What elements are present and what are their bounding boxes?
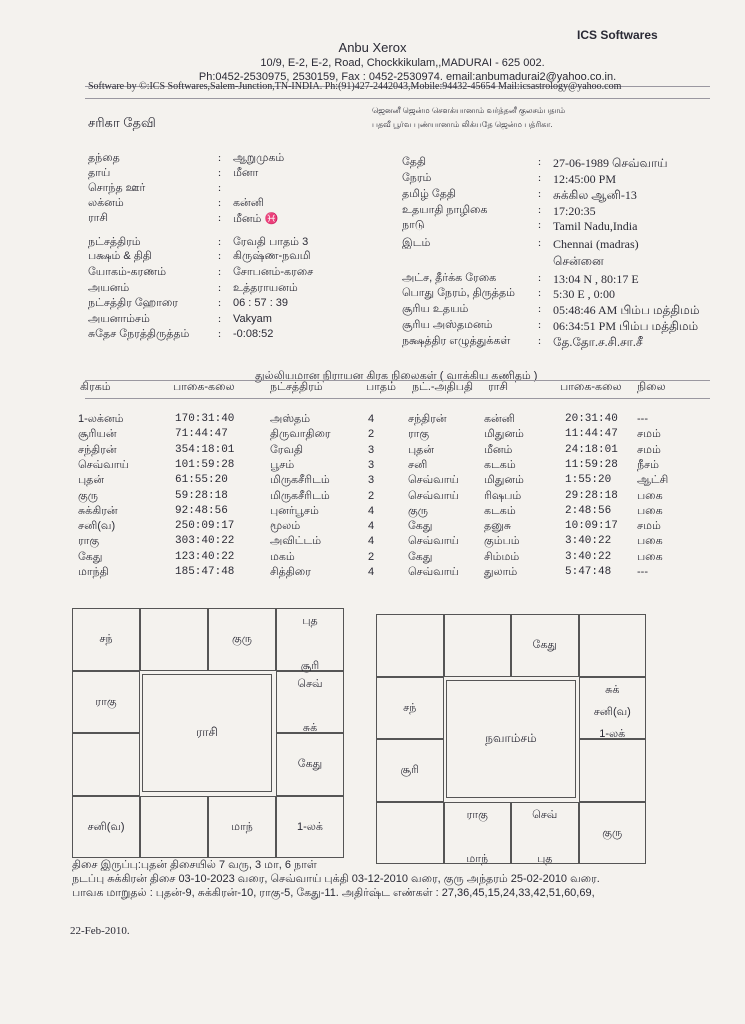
table-header-cell: நிலை bbox=[637, 381, 666, 393]
detail-label: உதயாதி நாழிகை bbox=[402, 204, 488, 216]
chart-planet: புத bbox=[537, 853, 553, 865]
table-cell: ராகு bbox=[78, 535, 100, 548]
table-cell: சூரியன் bbox=[78, 428, 117, 441]
detail-label: சூரிய அஸ்தமனம் bbox=[402, 319, 493, 331]
bhava-lucky-numbers: பாவக மாறுதல் : புதன்-9, சுக்கிரன்-10, ராகு-5, கேது-11. அதிர்ஷ்ட எண்கள் : 27,36,45,15,24,33,42,51,60,69, bbox=[72, 887, 595, 899]
table-cell: பூசம் bbox=[270, 458, 295, 471]
chart-planet: ராகு bbox=[95, 695, 117, 708]
detail-label: தந்தை bbox=[88, 152, 120, 164]
detail-value: 17:20:35 bbox=[553, 204, 596, 218]
detail-colon: : bbox=[218, 266, 222, 278]
table-cell: 1-லக்னம் bbox=[78, 413, 124, 425]
table-cell: செவ்வாய் bbox=[408, 474, 459, 487]
detail-colon: : bbox=[218, 282, 222, 294]
chart-planet: ராகு bbox=[466, 808, 488, 821]
detail-label: சூரிய உதயம் bbox=[402, 303, 469, 315]
table-cell: குரு bbox=[78, 489, 98, 502]
table-cell: 2 bbox=[368, 550, 375, 563]
table-cell: 10:09:17 bbox=[565, 520, 618, 533]
table-cell: சனி bbox=[408, 458, 428, 471]
chart-center-label: நவாம்சம் bbox=[485, 731, 537, 745]
table-cell: 4 bbox=[368, 566, 375, 578]
table-cell: சந்திரன் bbox=[78, 443, 117, 456]
table-cell: 5:47:48 bbox=[565, 566, 612, 578]
table-cell: மீனம் bbox=[484, 443, 513, 456]
table-cell: சுக்கிரன் bbox=[78, 504, 118, 517]
table-cell: 92:48:56 bbox=[175, 504, 228, 517]
table-cell: 354:18:01 bbox=[175, 443, 235, 456]
table-cell: புனர்பூசம் bbox=[270, 504, 319, 517]
planet-table-title: துல்லியமான நிராயன கிரக நிலைகள் ( வாக்கிய கணிதம் ) bbox=[255, 370, 538, 382]
software-credit: Software by ©:ICS Softwares,Salem-Junction,TN-INDIA. Ph:(91)427-2442043,Mobile:94432-45654 Mail:icsastrology@yahoo.com bbox=[88, 81, 622, 92]
table-cell: செவ்வாய் bbox=[408, 535, 459, 548]
detail-value: 06 : 57 : 39 bbox=[233, 297, 289, 309]
detail-colon: : bbox=[538, 204, 542, 216]
table-cell: 250:09:17 bbox=[175, 520, 235, 533]
table-cell: மிதுனம் bbox=[484, 428, 524, 441]
table-cell: மகம் bbox=[270, 550, 295, 563]
detail-label: அட்ச, தீர்க்க ரேகை bbox=[402, 272, 497, 284]
dasa-balance: திசை இருப்பு:புதன் திசையில் 7 வரு, 3 மா, 6 நாள் bbox=[72, 859, 317, 871]
table-cell: 3 bbox=[368, 458, 375, 471]
detail-colon: : bbox=[218, 182, 222, 194]
detail-colon: : bbox=[538, 319, 542, 331]
table-cell: 3:40:22 bbox=[565, 535, 612, 548]
detail-value: 27-06-1989 செவ்வாய் bbox=[553, 156, 668, 170]
table-cell: சித்திரை bbox=[270, 566, 311, 578]
table-cell: 101:59:28 bbox=[175, 458, 235, 471]
detail-label: இடம் bbox=[402, 237, 431, 249]
chart-planet: சந் bbox=[403, 701, 417, 714]
chart-planet: சனி(வ) bbox=[87, 820, 125, 833]
table-cell: பகை bbox=[637, 489, 663, 502]
table-cell: 71:44:47 bbox=[175, 428, 228, 441]
print-date: 22-Feb-2010. bbox=[70, 925, 130, 937]
table-cell: 4 bbox=[368, 520, 375, 533]
table-cell: குரு bbox=[408, 504, 428, 517]
detail-colon: : bbox=[538, 219, 542, 231]
detail-colon: : bbox=[538, 287, 542, 299]
table-cell: பகை bbox=[637, 504, 663, 517]
chart-planet: சுக் bbox=[302, 722, 318, 734]
chart-planet: சூரி bbox=[400, 764, 419, 777]
detail-label: நாடு bbox=[402, 219, 425, 231]
table-cell: 4 bbox=[368, 535, 375, 548]
detail-value: சென்னை bbox=[553, 254, 604, 268]
detail-colon: : bbox=[538, 237, 542, 249]
chart-planet: மாந் bbox=[231, 820, 253, 833]
detail-colon: : bbox=[218, 328, 222, 340]
chart-center-label: ராசி bbox=[196, 725, 218, 739]
detail-colon: : bbox=[218, 197, 222, 209]
table-cell: 29:28:18 bbox=[565, 489, 618, 502]
table-cell: 3 bbox=[368, 443, 375, 456]
table-header-cell: பாகை-கலை bbox=[173, 381, 235, 393]
detail-colon: : bbox=[218, 212, 222, 224]
intro-sloka-1: ஜெனனீ ஜென்ம சௌக்யானாம் வர்த்தனீ குலசம்பதாம் bbox=[372, 106, 566, 115]
chart-planet: குரு bbox=[232, 633, 252, 646]
brand-logo: ICS Softwares bbox=[577, 28, 658, 42]
detail-colon: : bbox=[218, 297, 222, 309]
detail-label: தாய் bbox=[88, 167, 111, 179]
table-cell: மிருகசீரிடம் bbox=[270, 489, 330, 502]
detail-value: ரேவதி பாதம் 3 bbox=[233, 236, 309, 248]
table-cell: ரேவதி bbox=[270, 443, 304, 456]
table-cell: சமம் bbox=[637, 520, 661, 533]
detail-label: நேரம் bbox=[402, 172, 432, 184]
table-header-cell: கிரகம் bbox=[80, 381, 111, 393]
detail-value: சோபனம்-கரசை bbox=[233, 266, 314, 278]
table-cell: செவ்வாய் bbox=[408, 489, 459, 502]
detail-value: கன்னி bbox=[233, 197, 264, 209]
chart-planet: குரு bbox=[602, 826, 623, 839]
table-cell: கேது bbox=[408, 550, 433, 563]
person-name: சரிகா தேவி bbox=[88, 115, 156, 130]
chart-planet: சூரி bbox=[300, 659, 320, 672]
table-cell: மிதுனம் bbox=[484, 474, 524, 487]
table-cell: 20:31:40 bbox=[565, 413, 618, 425]
chart-planet: செவ் bbox=[532, 808, 558, 821]
detail-label: யோகம்-கரணம் bbox=[88, 266, 167, 278]
detail-value: 5:30 E , 0:00 bbox=[553, 287, 615, 301]
detail-colon: : bbox=[538, 188, 542, 200]
detail-value: உத்தராயனம் bbox=[233, 282, 298, 294]
table-header-cell: நட்சத்திரம் bbox=[270, 381, 323, 393]
chart-planet: சனி(வ) bbox=[593, 705, 631, 718]
detail-value: Vakyam bbox=[233, 313, 272, 325]
detail-label: நட்சத்திரம் bbox=[88, 236, 141, 248]
table-cell: --- bbox=[637, 413, 648, 425]
chart-planet: சந் bbox=[99, 633, 113, 646]
table-cell: 11:44:47 bbox=[565, 428, 618, 441]
table-cell: 170:31:40 bbox=[175, 413, 235, 425]
table-cell: ஆட்சி bbox=[637, 474, 669, 487]
table-cell: மாந்தி bbox=[78, 566, 109, 578]
table-cell: 4 bbox=[368, 504, 375, 517]
table-cell: 61:55:20 bbox=[175, 474, 228, 487]
detail-colon: : bbox=[538, 335, 542, 347]
table-cell: சமம் bbox=[637, 428, 661, 441]
detail-label: லக்னம் bbox=[88, 197, 124, 209]
detail-value: 13:04 N , 80:17 E bbox=[553, 272, 639, 286]
detail-colon: : bbox=[218, 250, 222, 262]
detail-value: கிருஷ்ண-நவமி bbox=[233, 250, 311, 262]
table-cell: சமம் bbox=[637, 443, 661, 456]
table-cell: 4 bbox=[368, 413, 375, 425]
detail-colon: : bbox=[538, 272, 542, 284]
detail-value: Chennai (madras) bbox=[553, 237, 639, 251]
table-cell: 303:40:22 bbox=[175, 535, 235, 548]
table-cell: 2 bbox=[368, 489, 375, 502]
detail-value: தே.தோ.ச.சி.சா.சீ bbox=[553, 335, 643, 349]
detail-label: சொந்த ஊர் bbox=[88, 182, 146, 194]
detail-colon: : bbox=[218, 152, 222, 164]
table-cell: பகை bbox=[637, 550, 663, 563]
table-cell: 123:40:22 bbox=[175, 550, 235, 563]
table-cell: மூலம் bbox=[270, 520, 301, 533]
table-header-cell: பாதம் bbox=[366, 381, 396, 393]
detail-label: அயனாம்சம் bbox=[88, 313, 150, 325]
detail-label: ராசி bbox=[88, 212, 109, 224]
table-cell: 3:40:22 bbox=[565, 550, 612, 563]
intro-sloka-2: பதவீ பூர்வ புண்யானாம் லிக்யதே ஜென்ம பத்ரிகா. bbox=[372, 120, 553, 129]
table-cell: 2 bbox=[368, 428, 375, 441]
detail-colon: : bbox=[218, 167, 222, 179]
detail-label: தேதி bbox=[402, 156, 426, 168]
detail-label: நக்ஷத்திர எழுத்துக்கள் bbox=[402, 335, 511, 347]
table-cell: தனுசு bbox=[484, 520, 512, 533]
detail-colon: : bbox=[538, 303, 542, 315]
chart-planet: செவ் bbox=[297, 677, 323, 690]
table-cell: கேது bbox=[78, 550, 103, 563]
chart-planet: மாந் bbox=[466, 853, 489, 865]
detail-value: -0:08:52 bbox=[233, 328, 274, 340]
table-cell: செவ்வாய் bbox=[78, 458, 129, 471]
table-cell: அவிட்டம் bbox=[270, 535, 322, 548]
shop-contact: Ph:0452-2530975, 2530159, Fax : 0452-2530974. email:anbumadurai2@yahoo.co.in. bbox=[198, 71, 617, 83]
table-cell: கடகம் bbox=[484, 458, 516, 471]
table-cell: சிம்மம் bbox=[484, 550, 520, 563]
chart-planet: புத bbox=[302, 615, 318, 627]
detail-value: சுக்கில ஆனி-13 bbox=[553, 188, 637, 202]
table-cell: கேது bbox=[408, 520, 433, 533]
table-cell: சனி(வ) bbox=[78, 520, 116, 533]
detail-value: 05:48:46 AM பிம்ப மத்திமம் bbox=[553, 303, 700, 317]
detail-colon: : bbox=[218, 313, 222, 325]
detail-label: தமிழ் தேதி bbox=[402, 188, 456, 200]
table-cell: கடகம் bbox=[484, 504, 516, 517]
table-cell: 59:28:18 bbox=[175, 489, 228, 502]
table-cell: திருவாதிரை bbox=[270, 428, 331, 441]
chart-planet: கேது bbox=[532, 639, 557, 652]
table-cell: புதன் bbox=[408, 443, 435, 456]
table-cell: நீசம் bbox=[637, 458, 659, 471]
chart-planet: சுக் bbox=[605, 683, 620, 696]
table-cell: செவ்வாய் bbox=[408, 566, 459, 578]
table-header-cell: நட்.-அதிபதி bbox=[412, 381, 473, 393]
chart-planet: 1-லக் bbox=[599, 728, 626, 740]
table-cell: --- bbox=[637, 566, 648, 578]
detail-label: சுதேச நேரத்திருத்தம் bbox=[88, 328, 190, 340]
chart-planet: 1-லக் bbox=[297, 820, 323, 833]
table-cell: மிருகசீரிடம் bbox=[270, 474, 330, 487]
table-cell: அஸ்தம் bbox=[270, 413, 311, 425]
detail-value: 06:34:51 PM பிம்ப மத்திமம் bbox=[553, 319, 699, 333]
detail-value: Tamil Nadu,India bbox=[553, 219, 638, 233]
table-cell: 185:47:48 bbox=[175, 566, 235, 578]
table-cell: ரிஷபம் bbox=[484, 489, 522, 502]
detail-label: அயனம் bbox=[88, 282, 130, 294]
table-cell: 11:59:28 bbox=[565, 458, 618, 471]
current-dasa: நடப்பு சுக்கிரன் திசை 03-10-2023 வரை, செவ்வாய் புக்தி 03-12-2010 வரை, குரு அந்தரம் 25-02-2010 வரை. bbox=[72, 873, 600, 885]
table-cell: 2:48:56 bbox=[565, 504, 612, 517]
shop-address: 10/9, E-2, E-2, Road, Chockkikulam,,MADURAI - 625 002. bbox=[260, 57, 545, 69]
detail-label: பக்ஷம் & திதி bbox=[88, 250, 152, 262]
table-cell: 1:55:20 bbox=[565, 474, 612, 487]
chart-planet: கேது bbox=[297, 758, 323, 771]
table-cell: 24:18:01 bbox=[565, 443, 618, 456]
detail-label: நட்சத்திர ஹோரை bbox=[88, 297, 178, 309]
detail-label: பொது நேரம், திருத்தம் bbox=[402, 287, 515, 299]
table-cell: ராகு bbox=[408, 428, 430, 441]
shop-name: Anbu Xerox bbox=[338, 40, 407, 55]
detail-colon: : bbox=[218, 236, 222, 248]
table-cell: பகை bbox=[637, 535, 663, 548]
table-cell: கும்பம் bbox=[484, 535, 520, 548]
table-cell: துலாம் bbox=[484, 566, 518, 578]
detail-value: மீனா bbox=[233, 167, 259, 179]
detail-value: ஆறுமுகம் bbox=[233, 152, 285, 164]
detail-colon: : bbox=[538, 156, 542, 168]
detail-value: மீனம் ♓ bbox=[233, 213, 279, 225]
table-cell: சந்திரன் bbox=[408, 413, 447, 425]
table-cell: கன்னி bbox=[484, 413, 515, 425]
table-cell: புதன் bbox=[78, 474, 105, 487]
table-header-cell: ராசி bbox=[488, 381, 509, 393]
detail-colon: : bbox=[538, 172, 542, 184]
table-cell: 3 bbox=[368, 474, 375, 487]
detail-value: 12:45:00 PM bbox=[553, 172, 617, 186]
table-header-cell: பாகை-கலை bbox=[560, 381, 622, 393]
